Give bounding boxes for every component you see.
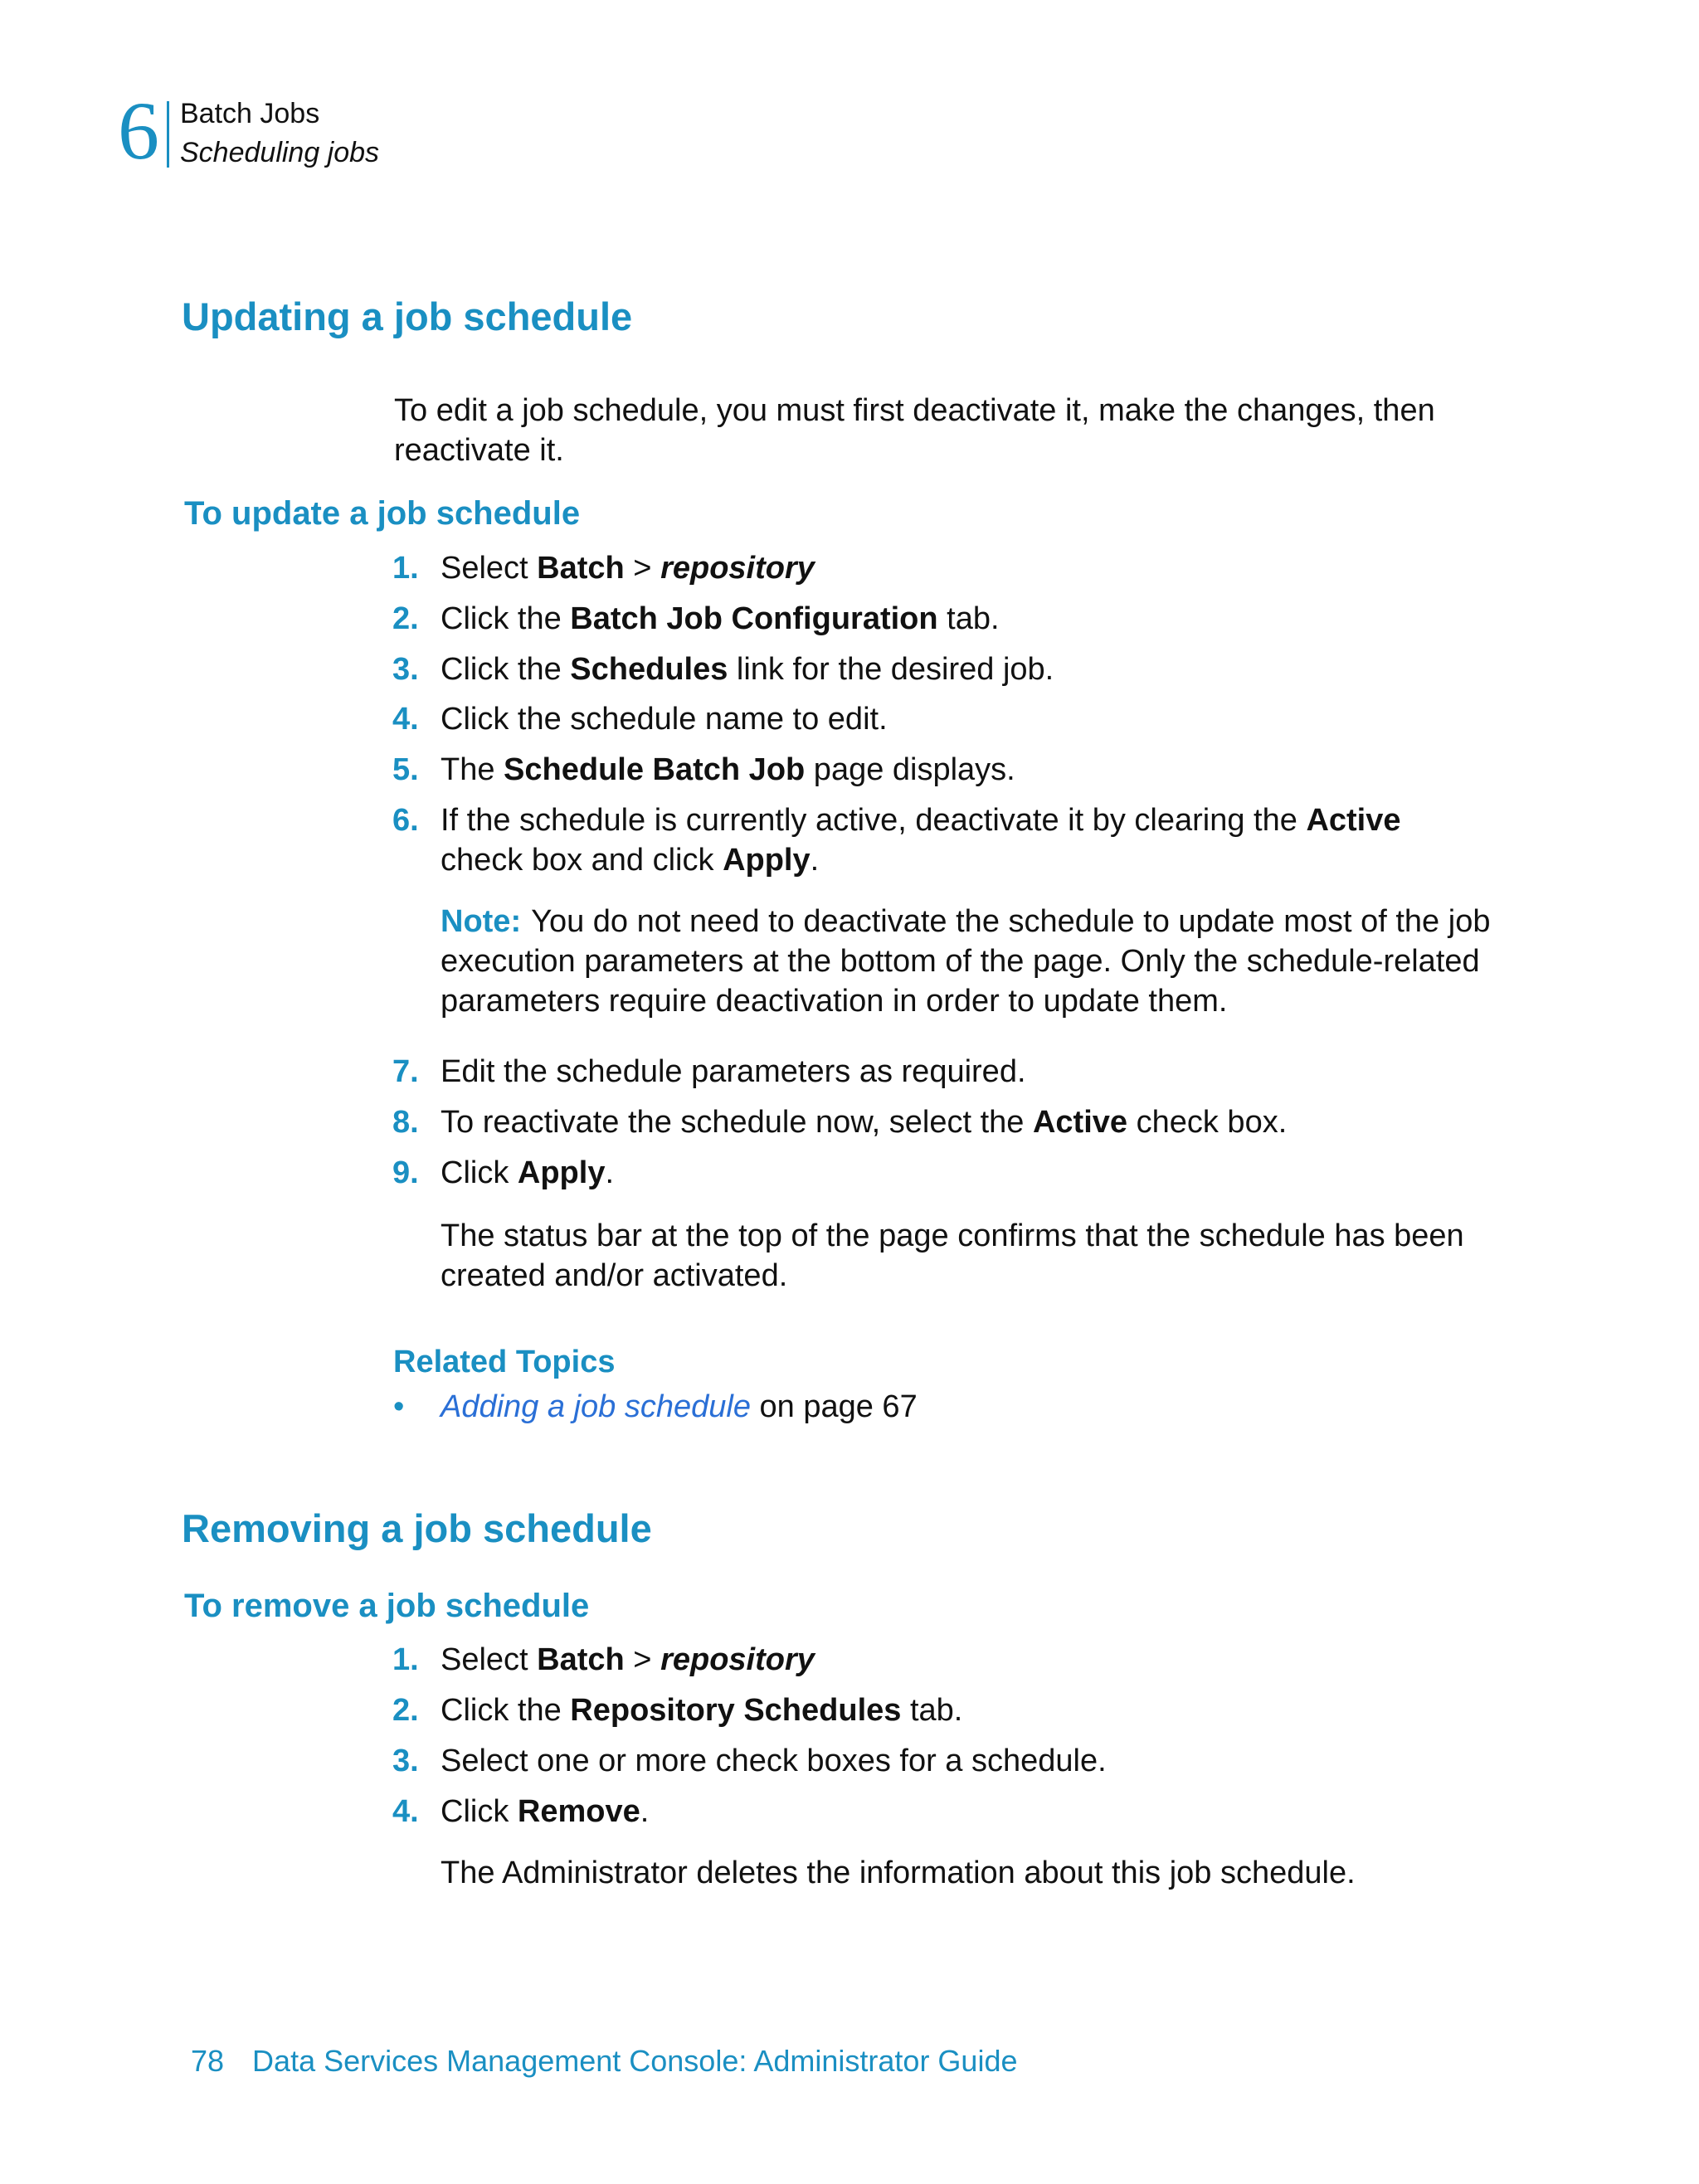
step-text: The Schedule Batch Job page displays. <box>441 752 1015 787</box>
step-number: 1. <box>392 551 419 586</box>
step-number: 8. <box>392 1105 419 1140</box>
step-number: 4. <box>392 702 419 737</box>
remove-result: The Administrator deletes the information about this job schedule. <box>441 1856 1356 1890</box>
chapter-title: Batch Jobs <box>180 98 320 129</box>
update-step-1 <box>392 548 1554 588</box>
update-procedure-heading: To update a job schedule <box>184 495 581 532</box>
update-step-8 <box>392 1102 1554 1142</box>
remove-heading: Removing a job schedule <box>182 1506 652 1550</box>
section-title: Scheduling jobs <box>180 137 380 168</box>
step-text: Click the Repository Schedules tab. <box>441 1693 963 1728</box>
update-step-7 <box>392 1052 1554 1092</box>
step-number: 4. <box>392 1794 419 1829</box>
update-intro: To edit a job schedule, you must first deactivate it, make the changes, then reactivate it. <box>394 393 1435 468</box>
note <box>441 902 1511 1021</box>
related-topic-page: on page 67 <box>750 1389 918 1424</box>
update-step-5 <box>392 750 1554 790</box>
step-text: Click the Batch Job Configuration tab. <box>441 601 1000 636</box>
step-text: Click Remove. <box>441 1794 650 1829</box>
step-text: Click the schedule name to edit. <box>441 702 888 737</box>
update-step-2 <box>392 599 1554 639</box>
update-step-9 <box>392 1153 1554 1193</box>
related-topics-heading: Related Topics <box>393 1345 616 1379</box>
chapter-divider <box>167 101 169 168</box>
step-text: Select Batch > repository <box>441 1642 815 1677</box>
step-number: 7. <box>392 1054 419 1089</box>
update-heading: Updating a job schedule <box>182 294 633 338</box>
update-step-3 <box>392 649 1554 689</box>
remove-procedure-heading: To remove a job schedule <box>184 1588 590 1624</box>
remove-step-3 <box>392 1741 1554 1781</box>
step-number: 3. <box>392 652 419 687</box>
note-text: You do not need to deactivate the schedule to update most of the job execution parameters at the bottom of the page. Only the schedule-related parameters require deactivation in order to update them. <box>441 904 1491 1019</box>
update-step-4 <box>392 699 1554 739</box>
step-number: 3. <box>392 1744 419 1778</box>
page-number: 78 <box>191 2044 225 2078</box>
bullet-icon: • <box>393 1389 405 1424</box>
step-text: Select Batch > repository <box>441 551 815 586</box>
remove-step-1 <box>392 1640 1554 1680</box>
step-number: 2. <box>392 1693 419 1728</box>
page-footer <box>191 2043 1018 2079</box>
step-number: 2. <box>392 601 419 636</box>
step-number: 1. <box>392 1642 419 1677</box>
step-number: 6. <box>392 803 419 838</box>
update-result: The status bar at the top of the page confirms that the schedule has been created and/or activated. <box>441 1218 1464 1293</box>
book-title: Data Services Management Console: Administrator Guide <box>252 2044 1018 2078</box>
step-text: Click Apply. <box>441 1155 615 1190</box>
note-label: Note: <box>441 904 522 939</box>
step-text: To reactivate the schedule now, select the Active check box. <box>441 1105 1288 1140</box>
remove-step-2 <box>392 1690 1554 1730</box>
related-topic-item <box>393 1387 918 1427</box>
step-text: Click the Schedules link for the desired job. <box>441 652 1054 687</box>
step-number: 9. <box>392 1155 419 1190</box>
step-text: If the schedule is currently active, deactivate it by clearing the Active check box and click Apply. <box>441 803 1401 878</box>
step-number: 5. <box>392 752 419 787</box>
step-text: Select one or more check boxes for a schedule. <box>441 1744 1107 1778</box>
remove-step-4 <box>392 1792 1554 1831</box>
step-text: Edit the schedule parameters as required. <box>441 1054 1026 1089</box>
chapter-number: 6 <box>118 85 159 177</box>
related-topic-link[interactable]: Adding a job schedule <box>441 1389 751 1424</box>
update-step-6 <box>392 800 1521 880</box>
